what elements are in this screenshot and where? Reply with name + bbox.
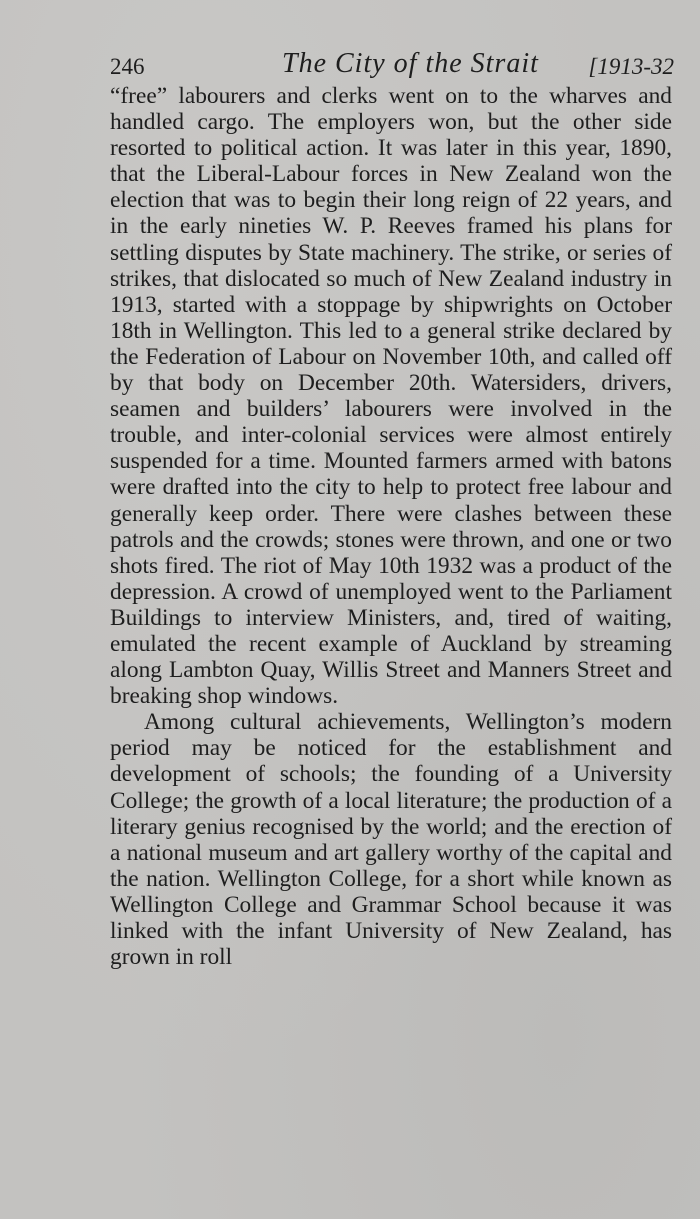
paragraph-cultural: Among cultural achievements, Wellington’s modern period may be noticed for the establishment and development of schools; the founding of a University College; the growth of a local literature; the production of a literary genius recognised by the world; and the erection of a national museum and art gallery worthy of the capital and the nation. Wellington College, for a short while known as Wellington College and Grammar School because it was linked with the infant University of New Zealand, has grown in roll [110,709,672,971]
page-number: 246 [110,54,145,79]
body-text [110,83,672,970]
book-title: The City of the Strait [282,48,539,79]
running-head [110,48,674,88]
year-range: [1913-32 [588,54,674,79]
paragraph-strikes: “free” labourers and clerks went on to the wharves and handled cargo. The employers won, but the other side resorted to political action. It was later in this year, 1890, that the Liberal-Labour forces in New Zealand won the election that was to begin their long reign of 22 years, and in the early nineties W. P. Reeves framed his plans for settling disputes by State machinery. The strike, or series of strikes, that dislocated so much of New Zealand industry in 1913, started with a stoppage by shipwrights on October 18th in Wellington. This led to a general strike declared by the Federation of Labour on November 10th, and called off by that body on December 20th. Watersiders, drivers, seamen and builders’ labourers were involved in the trouble, and inter-colonial services were almost entirely suspended for a time. Mounted farmers armed with batons were drafted into the city to help to protect free labour and generally keep order. There were clashes between these patrols and the crowds; stones were thrown, and one or two shots fired. The riot of May 10th 1932 was a product of the depression. A crowd of unemployed went to the Parliament Buildings to interview Ministers, and, tired of waiting, emulated the recent example of Auckland by streaming along Lambton Quay, Willis Street and Manners Street and breaking shop windows. [110,83,672,710]
